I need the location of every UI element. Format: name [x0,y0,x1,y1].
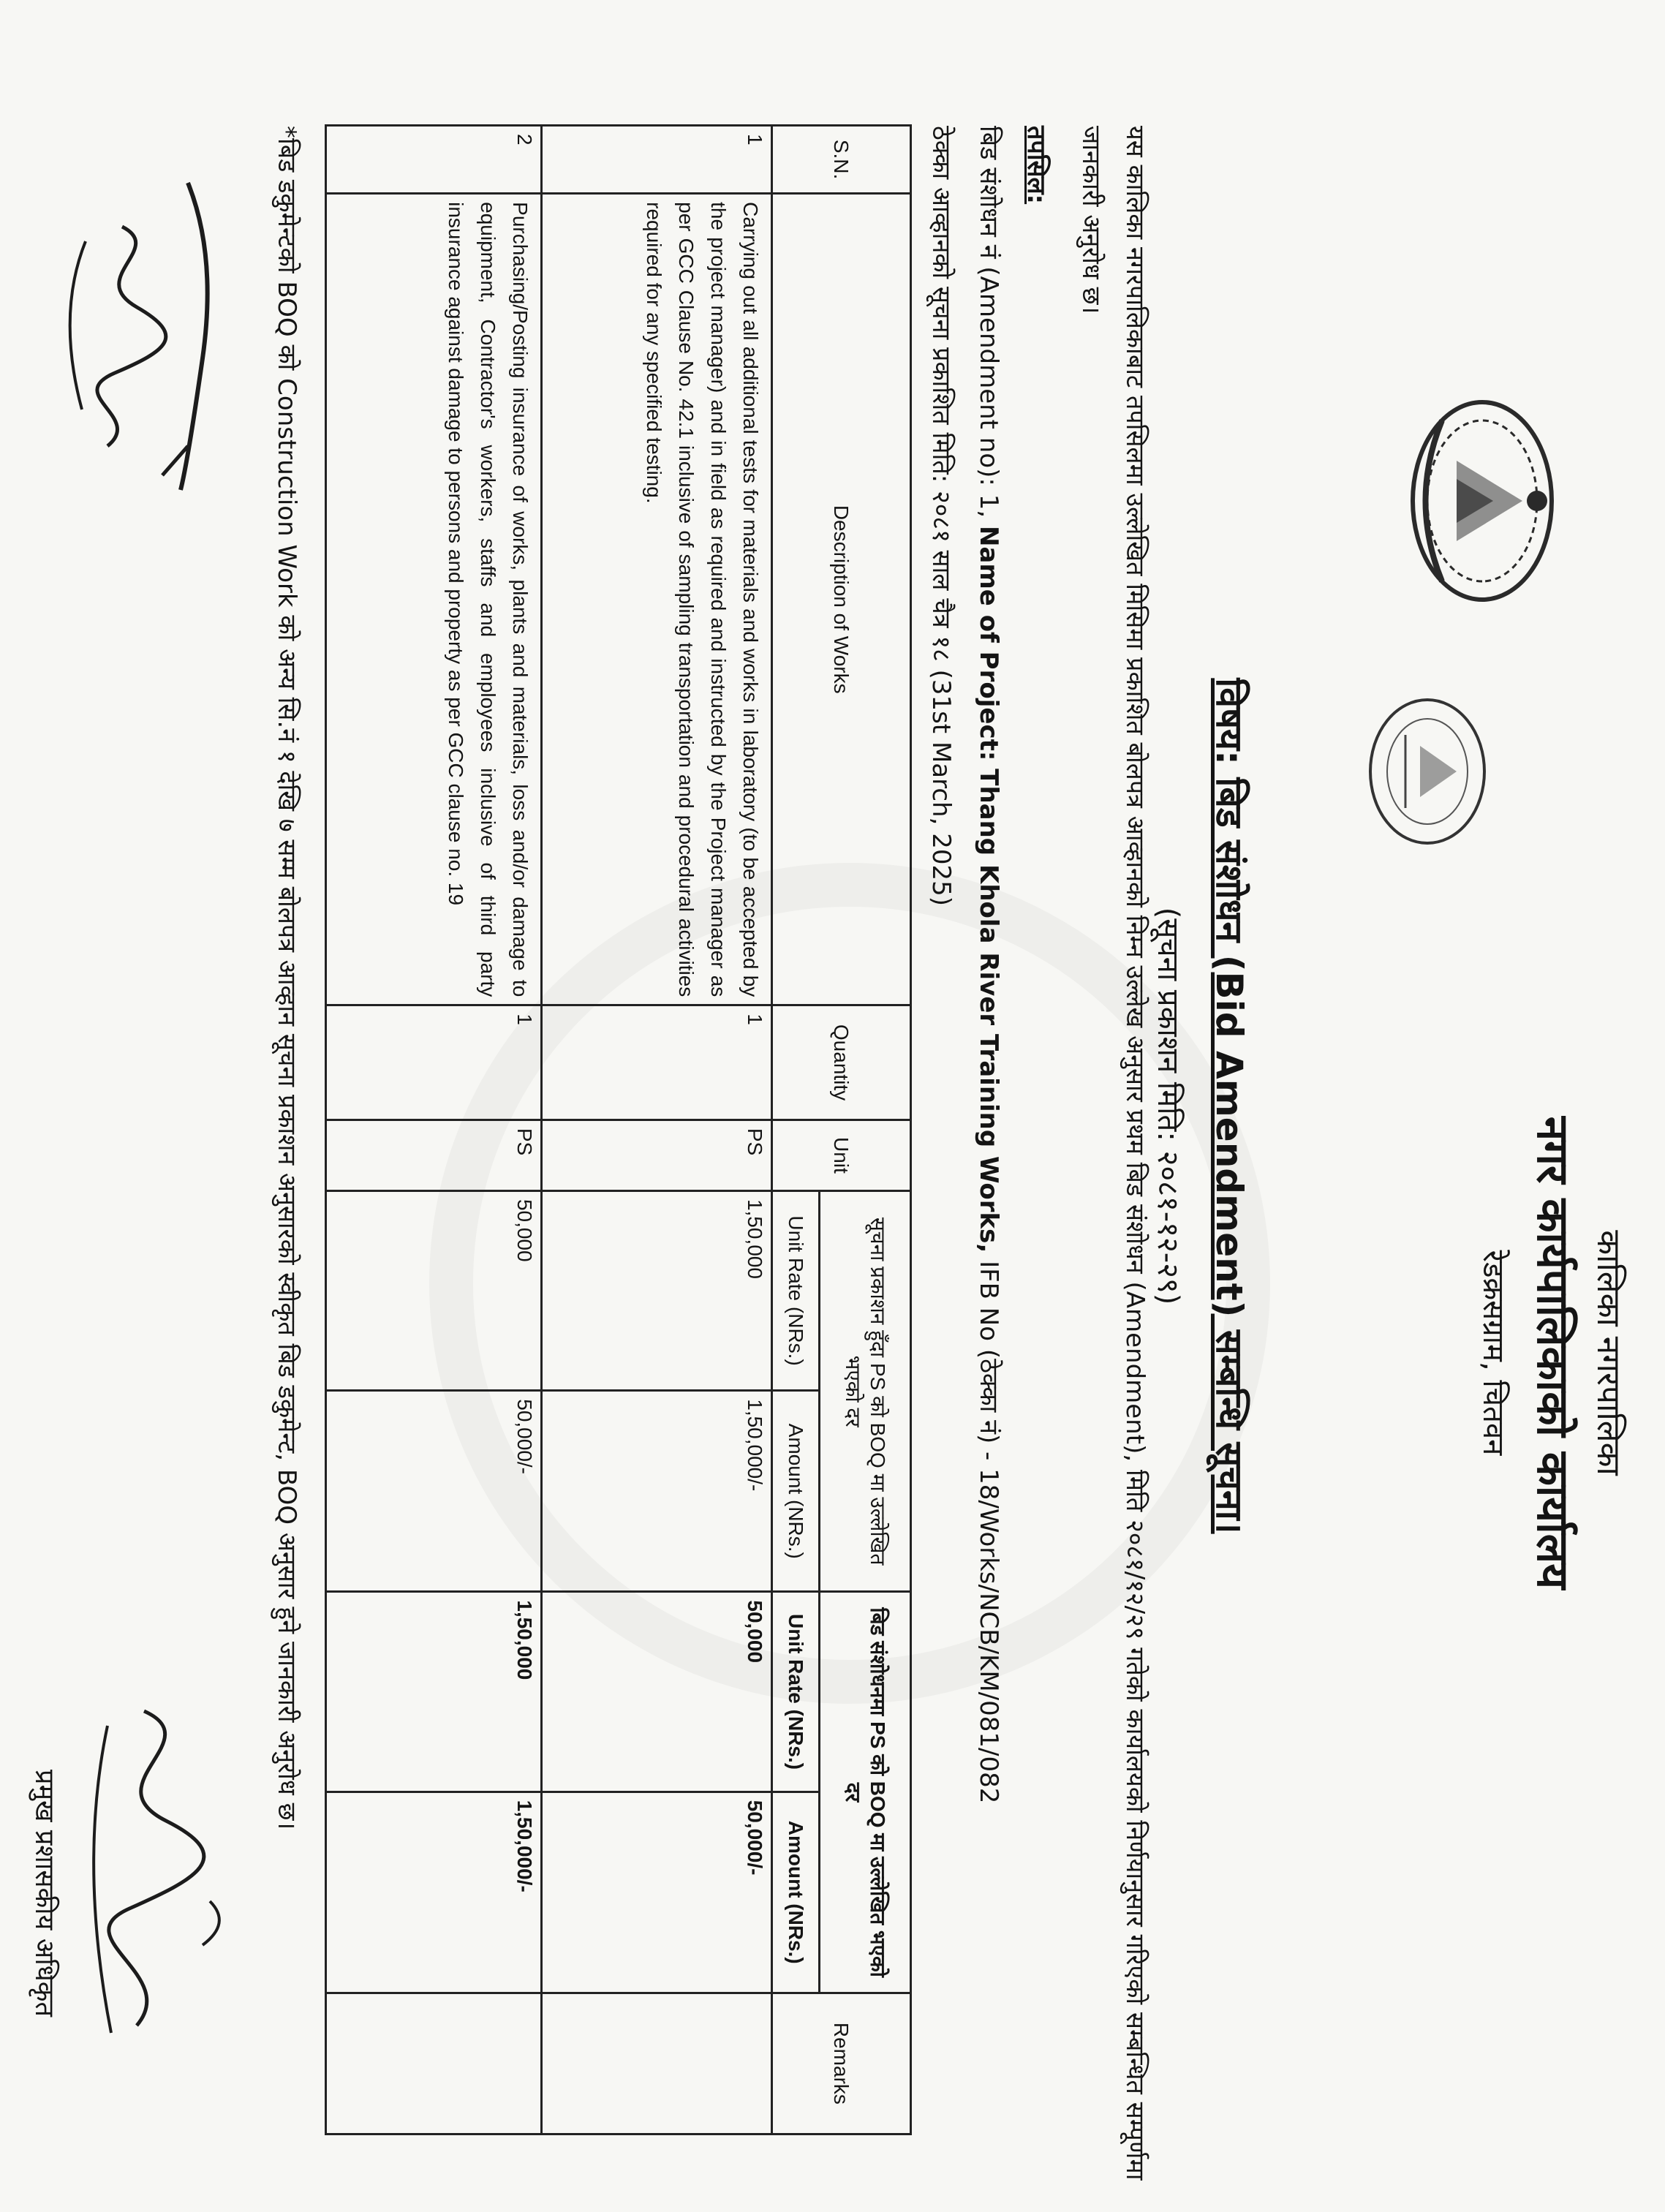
cell-unit: PS [326,1120,542,1190]
cell-description: Carrying out all additional tests for materials and works in laboratory (to be accepted by the project manager) and in field as required and instructed by the Project manager as per GCC Clause No. 42.1 inclusive of sampling transportation and procedural activities required for any specified testing. [542,194,772,1005]
cell-quantity: 1 [542,1005,772,1120]
amendment-number: 1, [974,494,1003,518]
cell-remarks [326,1993,542,2134]
boq-amendment-table [325,124,912,2135]
header-remarks: Remarks [772,1993,911,2134]
tender-notice-date: ठेक्का आव्हानको सूचना प्रकाशित मिति: २०८१ साल चैत्र १८ (31st March, 2025) [926,126,956,907]
signatory-title: प्रमुख प्रशासकीय अधिकृत [29,1770,59,2017]
handwritten-signature-right [64,1682,254,2047]
cell-description: Purchasing/Posting insurance of works, plants and materials, loss and/or damage to equipment, Contractor's workers, staffs and employees inclusive of third party insurance against damage to persons and property as per GCC clause no. 19 [326,194,542,1005]
nepal-emblem-icon [1405,391,1566,611]
publication-date: (सूचना प्रकाशन मिति: २०८१-१२-२९) [1151,907,1185,1305]
cell-new-rate: 1,50,000 [326,1592,542,1792]
header-orig-unit-rate: Unit Rate (NRs.) [772,1190,820,1390]
cell-unit: PS [542,1120,772,1190]
details-heading: तपसिल: [1022,126,1051,205]
cell-sn: 2 [326,126,542,194]
header-new-unit-rate: Unit Rate (NRs.) [772,1592,820,1792]
notice-subject: विषय: बिड संशोधन (Bid Amendment) सम्बन्धि सूचना। [1208,678,1250,1534]
header-amended-rate-group: बिड संशोधनमा PS को BOQ मा उल्लेखित भएको दर [820,1592,911,1993]
ifb-number: IFB No (ठेक्का नं) - 18/Works/NCB/KM/081/082 [974,1261,1003,1804]
amendment-line [967,126,1011,2188]
cell-new-rate: 50,000 [542,1592,772,1792]
intro-paragraph: यस कालिका नगरपालिकाबाट तपसिलमा उल्लेखित मिसिमा प्रकाशित बोलपत्र आव्हानको निम्न उल्लेख अनुसार प्रथम बिड संशोधन (Amendment), मिति २०८१/१२/२९ गतेको कार्यालयको निर्णयानुसार गरिएको सम्बन्धित सम्पूर्णमा जानकारी अनुरोध छ। [1076,126,1149,2181]
header-unit: Unit [772,1120,911,1190]
handwritten-signature-left [42,168,232,505]
cell-orig-amount: 50,000/- [326,1391,542,1592]
table-row [542,126,772,2134]
cell-orig-amount: 1,50,000/- [542,1391,772,1592]
cell-new-amount: 1,50,000/- [326,1792,542,1993]
footer-note: *बिड डकुमेन्टको BOQ को Construction Work को अन्य सि.नं १ देखि ७ सम्म बोलपत्र आव्हान सूचना प्रकाशन अनुसारको स्वीकृत बिड डकुमेन्ट, BOQ अनुसार हुने जानकारी अनुरोध छ। [272,126,301,1830]
header-quantity: Quantity [772,1005,911,1120]
project-label: Name of Project: [974,525,1003,761]
cell-remarks [542,1993,772,2134]
office-title: नगर कार्यपालिकाको कार्यालय [1527,1116,1578,1590]
office-address: रेडक्रसग्राम, चितवन [1476,1250,1510,1456]
office-seal-icon [1365,695,1490,848]
project-name: Thang Khola River Training Works, [974,769,1003,1253]
header-new-amount: Amount (NRs.) [772,1792,820,1993]
header-sn: S.N. [772,126,911,194]
cell-sn: 1 [542,126,772,194]
cell-quantity: 1 [326,1005,542,1120]
municipality-name: कालिका नगरपालिका [1590,1230,1627,1476]
table-row [326,126,542,2134]
cell-new-amount: 50,000/- [542,1792,772,1993]
amendment-label: बिड संशोधन नं (Amendment no): [974,126,1003,486]
header-orig-amount: Amount (NRs.) [772,1391,820,1592]
table-header-row [820,126,911,2134]
header-original-rate-group: सूचना प्रकाशन हुँदा PS को BOQ मा उल्लेखित भएको दर [820,1190,911,1591]
header-description: Description of Works [772,194,911,1005]
cell-orig-rate: 50,000 [326,1190,542,1390]
cell-orig-rate: 1,50,000 [542,1190,772,1390]
